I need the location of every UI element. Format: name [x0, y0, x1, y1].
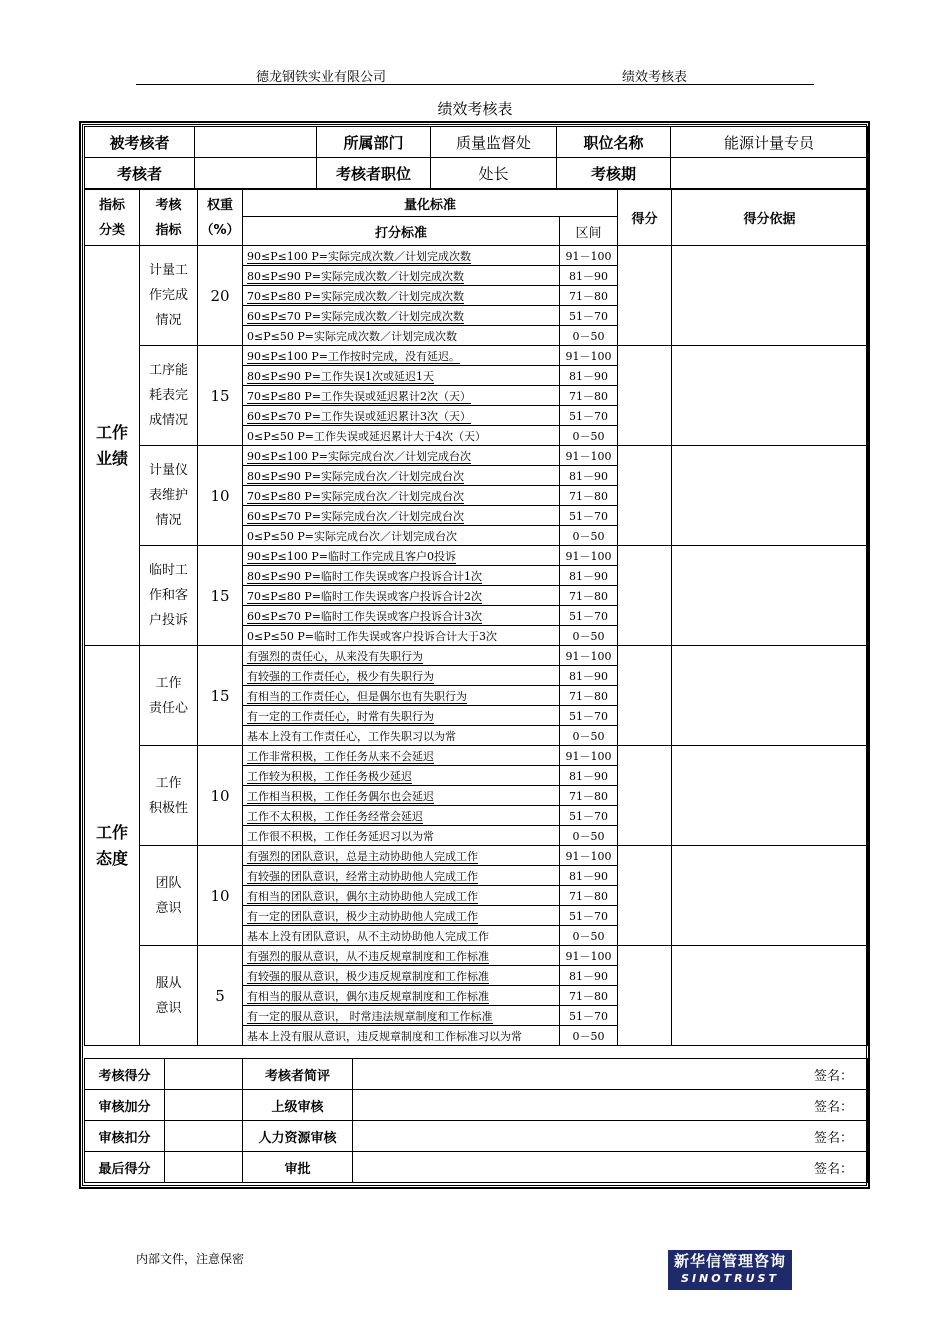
- period-label: 考核期: [557, 158, 671, 189]
- dept-value[interactable]: 质量监督处: [431, 127, 557, 158]
- standard-text: 70≤P≤80 P=临时工作失误或客户投诉合计2次: [247, 589, 482, 603]
- score-range: 51－70: [560, 506, 618, 526]
- indicator-name: 计量工 作完成 情况: [140, 246, 198, 346]
- logo-line1: 新华信管理咨询: [673, 1252, 786, 1270]
- score-range: 91－100: [560, 946, 618, 966]
- standard-text: 有相当的工作责任心，但是偶尔也有失职行为: [247, 689, 467, 703]
- table-row: [85, 846, 868, 866]
- score-range: 91－100: [560, 446, 618, 466]
- score-range: 91－100: [560, 346, 618, 366]
- scoring-standard: [243, 506, 560, 526]
- score-range: 71－80: [560, 786, 618, 806]
- scoring-standard: [243, 886, 560, 906]
- table-row: [85, 646, 868, 666]
- approval-left-input[interactable]: [165, 1152, 243, 1183]
- category-cell: 工作 态度: [85, 646, 140, 1046]
- score-range: 91－100: [560, 746, 618, 766]
- score-range: 71－80: [560, 686, 618, 706]
- examinee-label: 被考核者: [85, 127, 195, 158]
- approval-mid-label: 上级审核: [243, 1090, 353, 1121]
- signature-field[interactable]: 签名：: [353, 1059, 868, 1090]
- score-range: 51－70: [560, 906, 618, 926]
- indicator-weight: 10: [198, 446, 243, 546]
- standard-text: 90≤P≤100 P=实际完成台次／计划完成台次: [247, 449, 471, 463]
- scoring-standard: [243, 386, 560, 406]
- standard-text: 工作相当积极，工作任务偶尔也会延迟: [247, 789, 434, 803]
- standard-text: 有一定的团队意识，极少主动协助他人完成工作: [247, 909, 478, 923]
- score-input[interactable]: [618, 946, 672, 1046]
- indicator-name: 工作 积极性: [140, 746, 198, 846]
- score-range: 51－70: [560, 606, 618, 626]
- scoring-standard: [243, 586, 560, 606]
- page-title: 绩效考核表: [437, 100, 513, 118]
- basis-input[interactable]: [672, 346, 868, 446]
- score-range: 0－50: [560, 726, 618, 746]
- scoring-standard: [243, 526, 560, 546]
- range-header: 区间: [560, 217, 618, 246]
- standard-text: 90≤P≤100 P=实际完成次数／计划完成次数: [247, 249, 471, 263]
- basis-input[interactable]: [672, 946, 868, 1046]
- scoring-standard: [243, 906, 560, 926]
- standard-text: 工作非常积极，工作任务从来不会延迟: [247, 749, 434, 763]
- approval-left-label: 最后得分: [85, 1152, 165, 1183]
- score-range: 51－70: [560, 406, 618, 426]
- score-range: 51－70: [560, 706, 618, 726]
- standard-text: 80≤P≤90 P=实际完成台次／计划完成台次: [247, 469, 464, 483]
- standard-text: 70≤P≤80 P=工作失误或延迟累计2次（天）: [247, 389, 471, 403]
- scoring-standard: [243, 726, 560, 746]
- basis-input[interactable]: [672, 246, 868, 346]
- standard-text: 工作不太积极，工作任务经常会延迟: [247, 809, 423, 823]
- approval-left-input[interactable]: [165, 1059, 243, 1090]
- examiner-field[interactable]: [195, 158, 317, 189]
- basis-input[interactable]: [672, 746, 868, 846]
- indicator-name: 工序能 耗表完 成情况: [140, 346, 198, 446]
- basis-header: 得分依据: [672, 190, 868, 246]
- score-range: 81－90: [560, 766, 618, 786]
- approval-left-label: 审核加分: [85, 1090, 165, 1121]
- scoring-standard: [243, 666, 560, 686]
- indicator-weight: 20: [198, 246, 243, 346]
- standard-text: 60≤P≤70 P=实际完成次数／计划完成次数: [247, 309, 464, 323]
- period-field[interactable]: [671, 158, 868, 189]
- standard-text: 60≤P≤70 P=临时工作失误或客户投诉合计3次: [247, 609, 482, 623]
- score-input[interactable]: [618, 746, 672, 846]
- scoring-standard: [243, 846, 560, 866]
- table-row: [85, 446, 868, 466]
- scoring-standard: [243, 366, 560, 386]
- scoring-standard: [243, 826, 560, 846]
- score-range: 0－50: [560, 326, 618, 346]
- scoring-standard: [243, 946, 560, 966]
- standard-text: 基本上没有服从意识，违反规章制度和工作标准习以为常: [247, 1029, 522, 1043]
- scoring-standard: [243, 746, 560, 766]
- weight-header: 权重 （%）: [198, 190, 243, 246]
- score-range: 91－100: [560, 546, 618, 566]
- evaluation-form: [79, 121, 870, 1189]
- logo-line2: SINOTRUST: [681, 1272, 779, 1285]
- score-range: 71－80: [560, 986, 618, 1006]
- category-header: 指标 分类: [85, 190, 140, 246]
- standard-text: 有一定的服从意识， 时常违法规章制度和工作标准: [247, 1009, 493, 1023]
- position-label: 职位名称: [557, 127, 671, 158]
- approval-row: [85, 1059, 868, 1090]
- indicator-name: 服从 意识: [140, 946, 198, 1046]
- scoring-standard: [243, 646, 560, 666]
- position-value[interactable]: 能源计量专员: [671, 127, 868, 158]
- indicator-name: 工作 责任心: [140, 646, 198, 746]
- indicator-name: 临时工 作和客 户投诉: [140, 546, 198, 646]
- approval-left-label: 审核扣分: [85, 1121, 165, 1152]
- scoring-standard-header: 打分标准: [243, 217, 560, 246]
- sinotrust-logo: [668, 1250, 792, 1290]
- approval-row: [85, 1121, 868, 1152]
- score-input[interactable]: [618, 846, 672, 946]
- scoring-standard: [243, 786, 560, 806]
- approval-mid-label: 人力资源审核: [243, 1121, 353, 1152]
- scoring-standard: [243, 486, 560, 506]
- standard-text: 有强烈的服从意识，从不违反规章制度和工作标准: [247, 949, 489, 963]
- standard-text: 工作很不积极，工作任务延迟习以为常: [247, 829, 434, 843]
- scoring-standard: [243, 286, 560, 306]
- score-range: 0－50: [560, 626, 618, 646]
- standard-text: 有相当的服从意识，偶尔违反规章制度和工作标准: [247, 989, 489, 1003]
- standard-text: 0≤P≤50 P=临时工作失误或客户投诉合计大于3次: [247, 629, 497, 643]
- scoring-standard: [243, 306, 560, 326]
- score-range: 91－100: [560, 646, 618, 666]
- standard-text: 0≤P≤50 P=工作失误或延迟累计大于4次（天）: [247, 429, 486, 443]
- standard-text: 有一定的工作责任心，时常有失职行为: [247, 709, 434, 723]
- score-range: 0－50: [560, 1026, 618, 1046]
- indicator-name: 团队 意识: [140, 846, 198, 946]
- quant-standard-header: 量化标准: [243, 190, 618, 217]
- standard-text: 90≤P≤100 P=工作按时完成，没有延迟。: [247, 349, 460, 363]
- approval-left-input[interactable]: [165, 1121, 243, 1152]
- basis-input[interactable]: [672, 646, 868, 746]
- score-range: 71－80: [560, 886, 618, 906]
- scoring-table: [84, 189, 868, 1046]
- scoring-standard: [243, 326, 560, 346]
- score-header: 得分: [618, 190, 672, 246]
- scoring-standard: [243, 766, 560, 786]
- approval-left-input[interactable]: [165, 1090, 243, 1121]
- approval-row: [85, 1152, 868, 1183]
- scoring-standard: [243, 706, 560, 726]
- standard-text: 80≤P≤90 P=临时工作失误或客户投诉合计1次: [247, 569, 482, 583]
- scoring-standard: [243, 266, 560, 286]
- examiner-position-label: 考核者职位: [317, 158, 431, 189]
- standard-text: 基本上没有工作责任心，工作失职习以为常: [247, 729, 456, 743]
- scoring-standard: [243, 966, 560, 986]
- table-row: [85, 346, 868, 366]
- signature-field[interactable]: 签名：: [353, 1090, 868, 1121]
- examiner-label: 考核者: [85, 158, 195, 189]
- standard-text: 70≤P≤80 P=实际完成台次／计划完成台次: [247, 489, 464, 503]
- scoring-standard: [243, 346, 560, 366]
- scoring-standard: [243, 866, 560, 886]
- standard-text: 基本上没有团队意识，从不主动协助他人完成工作: [247, 929, 489, 943]
- approval-mid-label: 考核者简评: [243, 1059, 353, 1090]
- score-range: 71－80: [560, 286, 618, 306]
- standard-text: 0≤P≤50 P=实际完成台次／计划完成台次: [247, 529, 457, 543]
- score-range: 0－50: [560, 926, 618, 946]
- standard-text: 有强烈的责任心，从来没有失职行为: [247, 649, 423, 663]
- indicator-weight: 15: [198, 546, 243, 646]
- scoring-standard: [243, 566, 560, 586]
- approval-row: [85, 1090, 868, 1121]
- scoring-standard: [243, 606, 560, 626]
- standard-text: 60≤P≤70 P=实际完成台次／计划完成台次: [247, 509, 464, 523]
- header-rule: [136, 84, 814, 85]
- table-row: [85, 246, 868, 266]
- score-range: 81－90: [560, 666, 618, 686]
- score-input[interactable]: [618, 346, 672, 446]
- indicator-weight: 15: [198, 646, 243, 746]
- score-range: 81－90: [560, 266, 618, 286]
- score-input[interactable]: [618, 246, 672, 346]
- approval-mid-label: 审批: [243, 1152, 353, 1183]
- basis-input[interactable]: [672, 846, 868, 946]
- score-range: 81－90: [560, 366, 618, 386]
- standard-text: 60≤P≤70 P=工作失误或延迟累计3次（天）: [247, 409, 471, 423]
- table-row: [85, 546, 868, 566]
- scoring-standard: [243, 806, 560, 826]
- score-range: 71－80: [560, 386, 618, 406]
- indicator-name: 计量仪 表维护 情况: [140, 446, 198, 546]
- score-range: 81－90: [560, 466, 618, 486]
- standard-text: 80≤P≤90 P=工作失误1次或延迟1天: [247, 369, 434, 383]
- scoring-standard: [243, 1006, 560, 1026]
- score-range: 71－80: [560, 586, 618, 606]
- info-table: [84, 126, 868, 189]
- indicator-header: 考核 指标: [140, 190, 198, 246]
- scoring-standard: [243, 426, 560, 446]
- scoring-standard: [243, 686, 560, 706]
- score-range: 91－100: [560, 246, 618, 266]
- indicator-weight: 15: [198, 346, 243, 446]
- standard-text: 有强烈的团队意识，总是主动协助他人完成工作: [247, 849, 478, 863]
- standard-text: 90≤P≤100 P=临时工作完成且客户0投诉: [247, 549, 456, 563]
- score-input[interactable]: [618, 546, 672, 646]
- score-range: 81－90: [560, 566, 618, 586]
- score-range: 0－50: [560, 426, 618, 446]
- score-range: 71－80: [560, 486, 618, 506]
- scoring-standard: [243, 1026, 560, 1046]
- scoring-standard: [243, 446, 560, 466]
- standard-text: 80≤P≤90 P=实际完成次数／计划完成次数: [247, 269, 464, 283]
- standard-text: 有较强的服从意识，极少违反规章制度和工作标准: [247, 969, 489, 983]
- scoring-standard: [243, 926, 560, 946]
- score-range: 0－50: [560, 826, 618, 846]
- score-range: 81－90: [560, 966, 618, 986]
- standard-text: 70≤P≤80 P=实际完成次数／计划完成次数: [247, 289, 464, 303]
- table-row: [85, 946, 868, 966]
- dept-label: 所属部门: [317, 127, 431, 158]
- score-range: 51－70: [560, 1006, 618, 1026]
- header-doc-name: 绩效考核表: [622, 70, 688, 85]
- category-cell: 工作 业绩: [85, 246, 140, 646]
- score-range: 51－70: [560, 306, 618, 326]
- table-row: [85, 746, 868, 766]
- scoring-standard: [243, 986, 560, 1006]
- examiner-position-value[interactable]: 处长: [431, 158, 557, 189]
- score-range: 0－50: [560, 526, 618, 546]
- score-range: 91－100: [560, 846, 618, 866]
- scoring-standard: [243, 546, 560, 566]
- indicator-weight: 10: [198, 846, 243, 946]
- scoring-standard: [243, 246, 560, 266]
- score-range: 81－90: [560, 866, 618, 886]
- scoring-standard: [243, 466, 560, 486]
- header-company: 德龙钢铁实业有限公司: [256, 70, 387, 85]
- basis-input[interactable]: [672, 546, 868, 646]
- standard-text: 有较强的工作责任心，极少有失职行为: [247, 669, 434, 683]
- indicator-weight: 5: [198, 946, 243, 1046]
- standard-text: 0≤P≤50 P=实际完成次数／计划完成次数: [247, 329, 457, 343]
- scoring-standard: [243, 406, 560, 426]
- signature-field[interactable]: 签名：: [353, 1121, 868, 1152]
- confidential-note: 内部文件，注意保密: [136, 1252, 245, 1266]
- basis-input[interactable]: [672, 446, 868, 546]
- standard-text: 有相当的团队意识，偶尔主动协助他人完成工作: [247, 889, 478, 903]
- examinee-field[interactable]: [195, 127, 317, 158]
- score-input[interactable]: [618, 646, 672, 746]
- standard-text: 工作较为积极，工作任务极少延迟: [247, 769, 412, 783]
- signature-field[interactable]: 签名：: [353, 1152, 868, 1183]
- indicator-weight: 10: [198, 746, 243, 846]
- approval-table: [84, 1058, 868, 1183]
- approval-left-label: 考核得分: [85, 1059, 165, 1090]
- standard-text: 有较强的团队意识，经常主动协助他人完成工作: [247, 869, 478, 883]
- score-input[interactable]: [618, 446, 672, 546]
- score-range: 51－70: [560, 806, 618, 826]
- scoring-standard: [243, 626, 560, 646]
